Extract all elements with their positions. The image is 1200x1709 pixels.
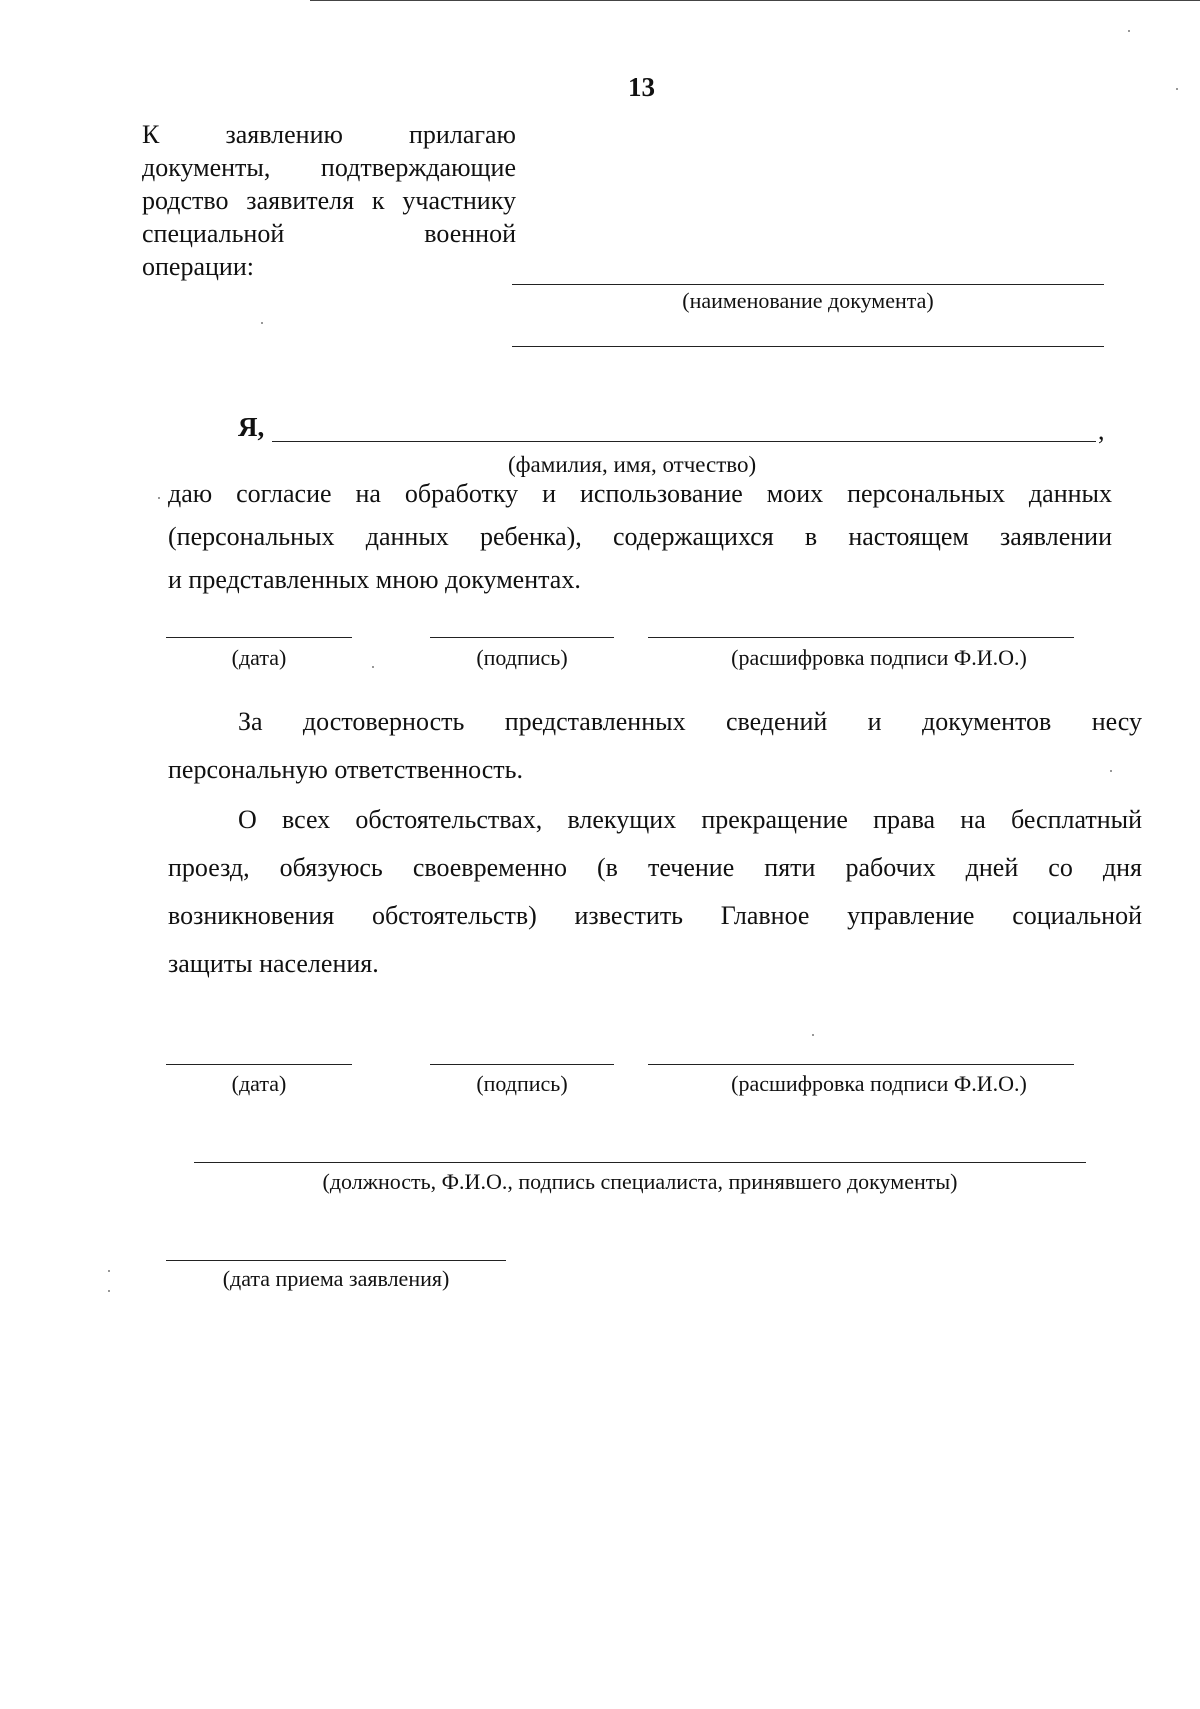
page-number: 13 <box>628 72 655 102</box>
scan-speck <box>108 1290 110 1292</box>
date-line-2[interactable] <box>166 1064 352 1065</box>
consent-line-3: и представленных мною документах. <box>168 565 581 594</box>
attachments-line-3: родство заявителя к участнику <box>142 186 516 215</box>
full-name-caption: (фамилия, имя, отчество) <box>508 452 757 477</box>
document-name-line-2[interactable] <box>512 346 1104 347</box>
consent-paragraph <box>168 472 1112 601</box>
receipt-date-caption: (дата приема заявления) <box>222 1266 450 1291</box>
circumstances-line-2: проезд, обязуюсь своевременно (в течение пяти рабочих дней со дня <box>168 853 1142 882</box>
responsibility-paragraph <box>168 698 1142 794</box>
date-caption-2: (дата) <box>231 1071 287 1096</box>
scan-top-edge <box>310 0 1200 1</box>
attachments-line-5: операции: <box>142 252 254 281</box>
scan-speck <box>1110 770 1112 772</box>
consent-line-2: (персональных данных ребенка), содержащихся в настоящем заявлении <box>168 522 1112 551</box>
signature-line-2[interactable] <box>430 1064 614 1065</box>
circumstances-line-1: О всех обстоятельствах, влекущих прекращение права на бесплатный <box>238 805 1142 834</box>
consent-comma: , <box>1098 416 1105 445</box>
document-name-line-1[interactable] <box>512 284 1104 285</box>
scan-speck <box>158 497 160 499</box>
attachments-line-2: документы, подтверждающие <box>142 153 516 182</box>
date-caption-1: (дата) <box>231 645 287 670</box>
full-name-line[interactable] <box>272 441 1096 442</box>
signature-line-1[interactable] <box>430 637 614 638</box>
receipt-date-line[interactable] <box>166 1260 506 1261</box>
specialist-line[interactable] <box>194 1162 1086 1163</box>
signature-caption-1: (подпись) <box>476 645 568 670</box>
document-name-caption: (наименование документа) <box>682 288 934 313</box>
circumstances-line-3: возникновения обстоятельств) известить Главное управление социальной <box>168 901 1142 930</box>
scan-speck <box>1128 30 1130 32</box>
responsibility-line-1: За достоверность представленных сведений и документов несу <box>238 707 1142 736</box>
circumstances-paragraph <box>168 796 1142 988</box>
specialist-caption: (должность, Ф.И.О., подпись специалиста, принявшего документы) <box>322 1169 958 1194</box>
circumstances-line-4: защиты населения. <box>168 949 379 978</box>
signature-decode-caption-1: (расшифровка подписи Ф.И.О.) <box>731 645 1027 670</box>
scan-speck <box>812 1034 814 1036</box>
attachments-line-1: К заявлению прилагаю <box>142 120 516 149</box>
signature-decode-caption-2: (расшифровка подписи Ф.И.О.) <box>731 1071 1027 1096</box>
responsibility-line-2: персональную ответственность. <box>168 755 524 784</box>
scan-speck <box>372 666 374 668</box>
consent-line-1: даю согласие на обработку и использование моих персональных данных <box>168 479 1112 508</box>
signature-caption-2: (подпись) <box>476 1071 568 1096</box>
consent-prefix: Я, <box>238 412 265 442</box>
signature-decode-line-2[interactable] <box>648 1064 1074 1065</box>
attachments-paragraph <box>142 118 516 283</box>
signature-decode-line-1[interactable] <box>648 637 1074 638</box>
scan-speck <box>1176 88 1178 90</box>
scan-speck <box>261 322 263 324</box>
scan-speck <box>108 1270 110 1272</box>
attachments-line-4: специальной военной <box>142 219 516 248</box>
date-line-1[interactable] <box>166 637 352 638</box>
